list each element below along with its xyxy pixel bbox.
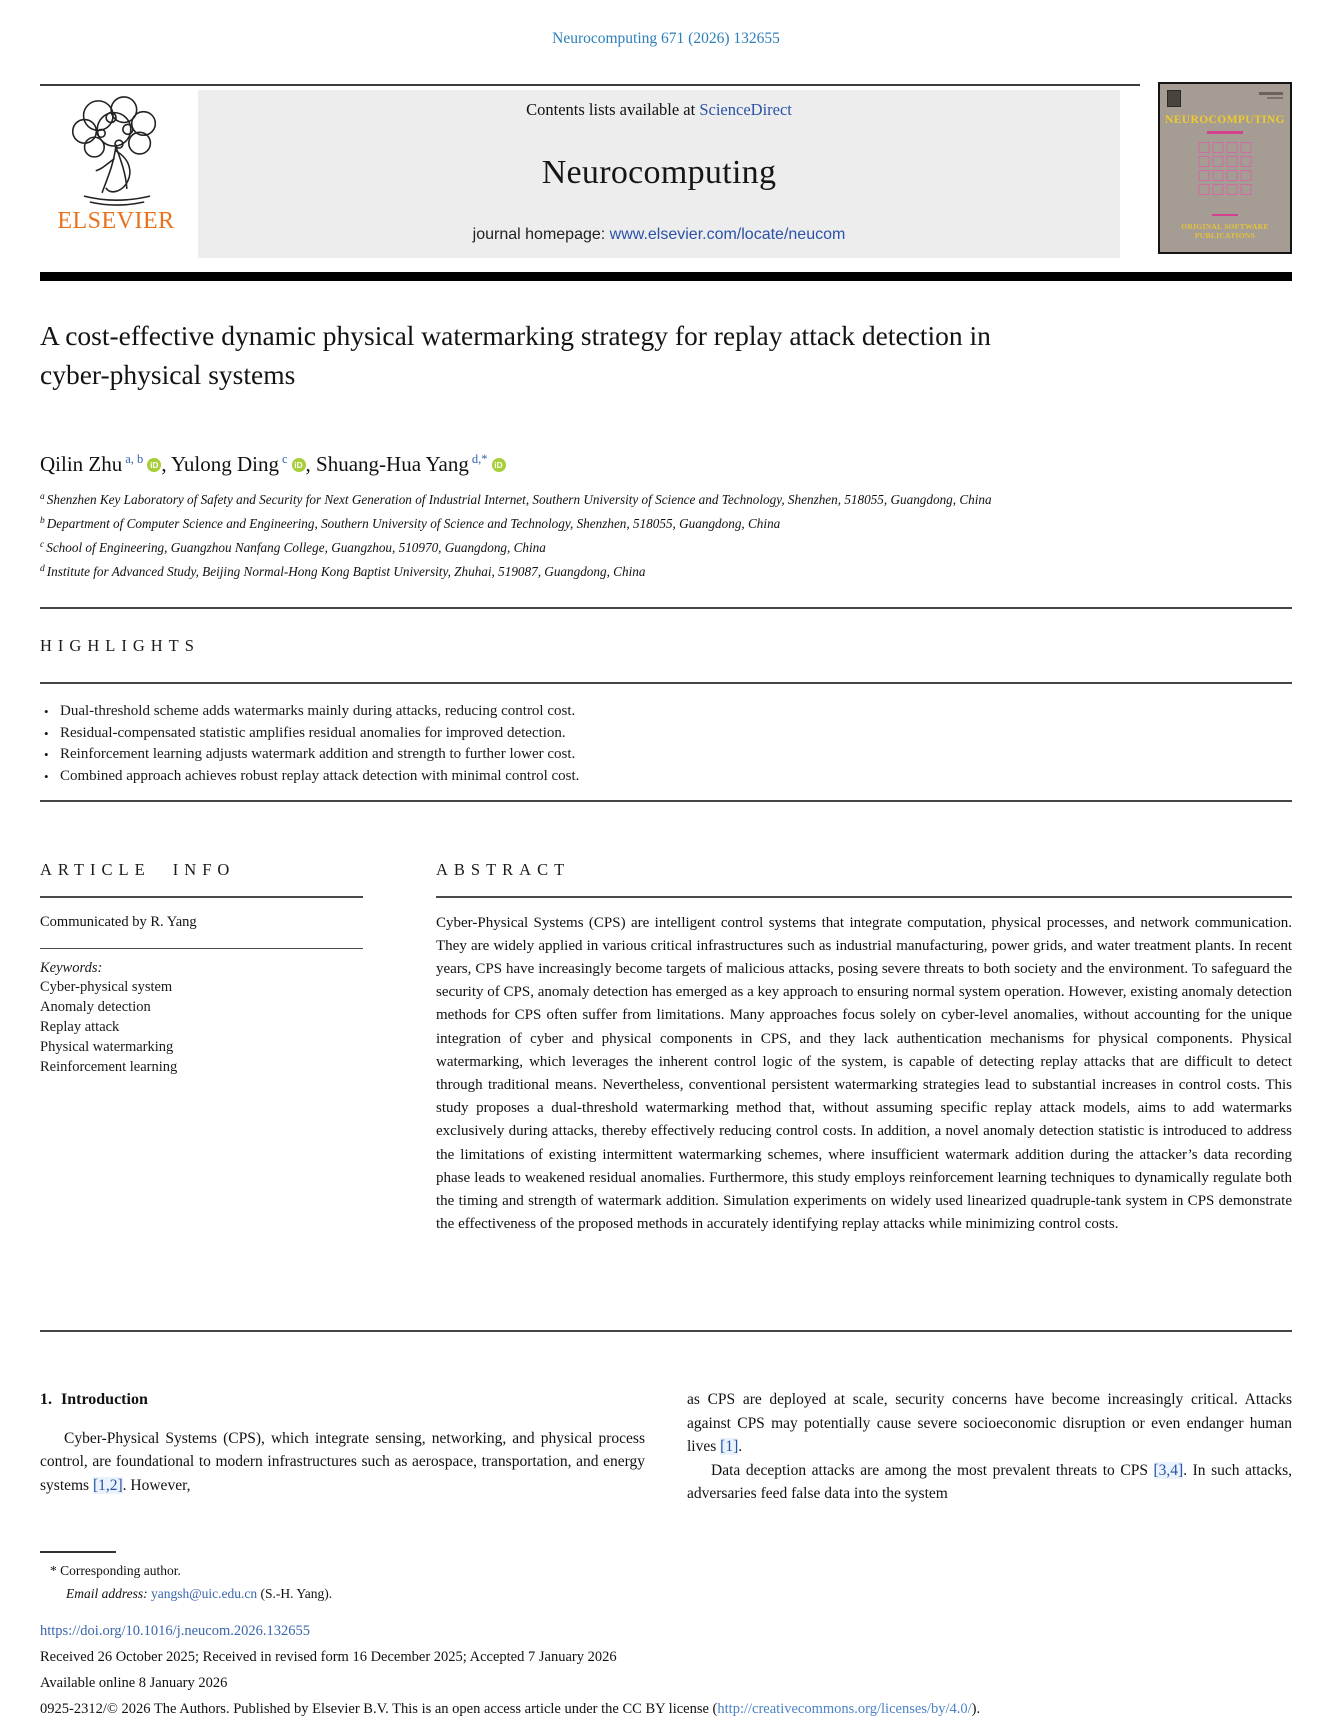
orcid-icon[interactable]: iD: [292, 458, 306, 472]
article-info-heading: ARTICLE INFO: [40, 860, 236, 879]
copyright-line: 0925-2312/© 2026 The Authors. Published by Elsevier B.V. This is an open access article under the CC BY license (http://creativecommons.org/licenses/by/4.0/).: [40, 1701, 981, 1717]
doi-link[interactable]: https://doi.org/10.1016/j.neucom.2026.132655: [40, 1623, 310, 1639]
author-line: [40, 452, 506, 477]
abstract-column: [436, 860, 1292, 1236]
highlight-item: • Reinforcement learning adjusts watermark addition and strength to further lower cost.: [44, 744, 1254, 766]
article-info-column: [40, 860, 363, 1077]
journal-banner: [198, 90, 1120, 258]
affiliation-line: $^c$ School of Engineering, Guangzhou Nanfang College, Guangzhou, 510970, Guangdong, China: [40, 540, 546, 555]
homepage-line: [198, 226, 1120, 244]
email-label: Email address:: [66, 1585, 148, 1601]
journal-cover-thumbnail: [1158, 82, 1292, 254]
keyword: Replay attack: [40, 1019, 120, 1035]
body-left-column: [40, 1388, 645, 1497]
affiliation-line: $^d$ Institute for Advanced Study, Beijing Normal-Hong Kong Baptist University, Zhuhai, 519087, Guangdong, China: [40, 564, 646, 579]
elsevier-tree-icon: [57, 90, 175, 212]
intro-paragraph: Data deception attacks are among the most prevalent threats to CPS [3,4]. In such attacks, adversaries feed false data into the system: [687, 1461, 1292, 1502]
footer-block: [40, 1622, 1292, 1726]
orcid-icon[interactable]: iD: [147, 458, 161, 472]
section-heading: 1. Introduction: [40, 1391, 148, 1408]
abstract-bottom-rule: [40, 1330, 1292, 1332]
highlight-item: • Combined approach achieves robust replay attack detection with minimal control cost.: [44, 766, 1254, 788]
header-top-rule: [40, 84, 1140, 86]
elsevier-logo: [40, 90, 192, 258]
cover-issn-bar-2: [1267, 97, 1283, 99]
article-info-rule: [40, 896, 363, 898]
affiliation-line: $^b$ Department of Computer Science and Engineering, Southern University of Science and Technology, Shenzhen, 518055, Guangdong, China: [40, 516, 781, 531]
email-link[interactable]: yangsh@uic.edu.cn: [151, 1585, 258, 1601]
orcid-icon[interactable]: iD: [492, 458, 506, 472]
intro-paragraph: as CPS are deployed at scale, security concerns have become increasingly critical. Attacks against CPS may potentially cause severe socioeconomic disruption or even endanger human lives [1].: [687, 1391, 1292, 1455]
license-link[interactable]: http://creativecommons.org/licenses/by/4.0/: [717, 1701, 972, 1717]
cover-issn-bar: [1259, 92, 1283, 95]
info-abstract-top-rule: [40, 800, 1292, 802]
author-name: Qilin Zhu: [40, 452, 123, 476]
abstract-rule: [436, 896, 1292, 898]
citation-ref[interactable]: [3,4]: [1153, 1461, 1184, 1479]
highlights-bottom-rule: [40, 682, 1292, 684]
cover-small-pink-line: [1212, 214, 1238, 216]
footnote-block: [40, 1551, 645, 1603]
cover-elsevier-mark-icon: [1167, 90, 1181, 107]
author-affil-sup: a, b: [125, 452, 144, 466]
highlights-list: [44, 701, 1254, 787]
email-post: (S.-H. Yang).: [257, 1585, 333, 1601]
cover-squares-grid: [1199, 142, 1252, 195]
available-online-line: Available online 8 January 2026: [40, 1675, 228, 1691]
highlight-item: • Residual-compensated statistic amplifies residual anomalies for improved detection.: [44, 723, 1254, 745]
article-title: A cost-effective dynamic physical watermarking strategy for replay attack detection in cyber-physical systems: [40, 320, 991, 390]
contents-prefix: Contents lists available at: [526, 100, 700, 119]
communicated-by: Communicated by R. Yang: [40, 913, 197, 930]
contents-line: [198, 100, 1120, 120]
keyword: Cyber-physical system: [40, 979, 173, 995]
homepage-label: journal homepage:: [472, 226, 610, 243]
keywords-rule: [40, 948, 363, 950]
cover-pink-underline: [1207, 131, 1243, 134]
email-line: [40, 1585, 645, 1603]
highlight-item: • Dual-threshold scheme adds watermarks mainly during attacks, reducing control cost.: [44, 701, 1254, 723]
intro-paragraph: Cyber-Physical Systems (CPS), which integrate sensing, networking, and physical process control, are foundational to modern infrastructures such as aerospace, transportation, and energy systems [1,2]. However,: [40, 1429, 645, 1494]
author-separator: ,: [305, 452, 317, 476]
keywords-label: Keywords:: [40, 960, 103, 976]
elsevier-wordmark: ELSEVIER: [57, 208, 175, 234]
journal-header: [40, 90, 1292, 258]
abstract-text: Cyber-Physical Systems (CPS) are intelligent control systems that integrate computation, physical processes, and network communication. They are widely applied in various critical infrastructures such as industrial manufacturing, power grids, and water treatment plants. In recent years, CPS have increasingly become targets of malicious attacks, posing severe threats to both society and the environment. To safeguard the security of CPS, anomaly detection has emerged as a key approach to ensuring normal system operation. However, existing anomaly detection methods for CPS often suffer from limitations. Many approaches focus solely on cyber-level anomalies, without accounting for the unique integration of cyber and physical components in CPS, and they lack authentication mechanisms for physical components. Physical watermarking, which leverages the inherent control logic of the system, is capable of detecting replay attacks that are difficult to detect through traditional means. Nevertheless, conventional persistent watermarking strategies lead to substantial increases in control costs. This study proposes a dual-threshold watermarking method that, without assuming specific replay attack models, aims to add watermarks exclusively during attacks, thereby effectively reducing control costs. In addition, a novel anomaly detection statistic is introduced to address the limitations of existing intermittent watermarking schemes, where insufficient watermark addition during the attacker’s data recording phase leads to weakened residual anomalies. Furthermore, this study employs reinforcement learning techniques to dynamically regulate both the timing and strength of watermark addition. Simulation experiments on widely used linearized quadruple-tank system in CPS demonstrate the effectiveness of the proposed methods in accurately identifying replay attacks while minimizing control costs.: [436, 914, 1292, 1233]
citation-ref[interactable]: [1,2]: [92, 1476, 123, 1494]
abstract-heading: ABSTRACT: [436, 860, 571, 879]
highlights-heading: HIGHLIGHTS: [40, 636, 200, 655]
affiliations-block: [40, 489, 1040, 585]
cover-journal-title: NEUROCOMPUTING: [1165, 114, 1285, 126]
corresponding-author-note: * Corresponding author.: [50, 1562, 181, 1578]
journal-name: Neurocomputing: [541, 154, 777, 191]
highlights-top-rule: [40, 607, 1292, 609]
received-line: Received 26 October 2025; Received in revised form 16 December 2025; Accepted 7 January 2026: [40, 1649, 617, 1665]
header-black-bar: [40, 272, 1292, 281]
affiliation-line: $^a$ Shenzhen Key Laboratory of Safety and Security for Next Generation of Industrial Internet, Southern University of Science and Technology, Shenzhen, 518055, Guangdong, China: [40, 492, 992, 507]
author-separator: ,: [161, 452, 172, 476]
homepage-url-link[interactable]: www.elsevier.com/locate/neucom: [609, 226, 846, 243]
footnote-rule: [40, 1551, 116, 1553]
cover-bottom-text: ORIGINAL SOFTWARE PUBLICATIONS: [1181, 222, 1269, 240]
citation-ref[interactable]: [1]: [720, 1438, 739, 1455]
body-right-column: [687, 1388, 1292, 1506]
author-name: Yulong Ding: [171, 452, 279, 476]
sciencedirect-link[interactable]: ScienceDirect: [699, 100, 792, 119]
keyword: Physical watermarking: [40, 1039, 174, 1055]
author-affil-sup: d,*: [471, 452, 488, 466]
journal-citation: Neurocomputing 671 (2026) 132655: [552, 30, 780, 47]
author-affil-sup: c: [281, 452, 288, 466]
keyword: Anomaly detection: [40, 999, 151, 1015]
keyword: Reinforcement learning: [40, 1059, 178, 1075]
author-name: Shuang-Hua Yang: [316, 452, 469, 476]
